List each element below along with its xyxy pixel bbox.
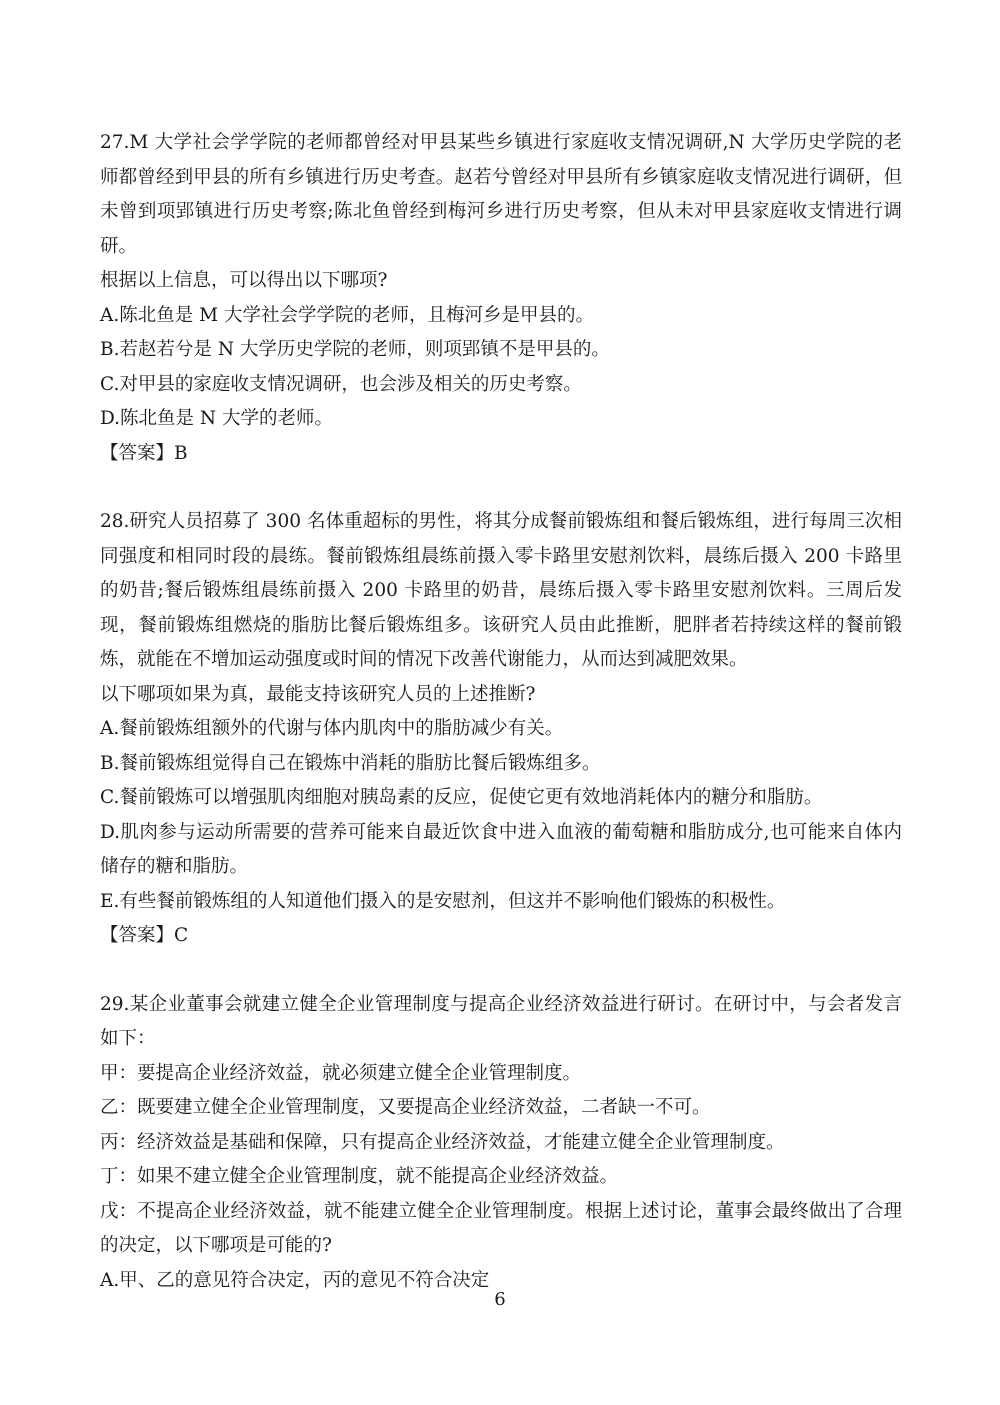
option-e: E.有些餐前锻炼组的人知道他们摄入的是安慰剂，但这并不影响他们锻炼的积极性。 xyxy=(100,890,786,912)
option-b: B.若赵若兮是 N 大学历史学院的老师，则项郢镇不是甲县的。 xyxy=(100,339,610,360)
option-a: A.餐前锻炼组额外的代谢与体内肌肉中的脂肪减少有关。 xyxy=(100,718,564,739)
option-a: A.甲、乙的意见符合决定，丙的意见不符合决定 xyxy=(100,1269,490,1291)
question-prompt: 以下哪项如果为真，最能支持该研究人员的上述推断? xyxy=(100,683,536,705)
question-29 xyxy=(100,988,902,1299)
question-27 xyxy=(100,126,902,471)
option-d: D.肌肉参与运动所需要的营养可能来自最近饮食中进入血液的葡萄糖和脂肪成分,也可能来自体内储存的糖和脂肪。 xyxy=(100,821,902,877)
statement-yi: 乙：既要建立健全企业管理制度，又要提高企业经济效益，二者缺一不可。 xyxy=(100,1097,711,1118)
statement-jia: 甲：要提高企业经济效益，就必须建立健全企业管理制度。 xyxy=(100,1062,582,1084)
answer-label: 【答案】C xyxy=(100,925,189,946)
page-number: 6 xyxy=(494,1289,506,1310)
statement-ding: 丁：如果不建立健全企业管理制度，就不能提高企业经济效益。 xyxy=(100,1166,619,1187)
question-28 xyxy=(100,505,902,954)
question-prompt: 根据以上信息，可以得出以下哪项? xyxy=(100,270,388,291)
option-c: C.餐前锻炼可以增强肌肉细胞对胰岛素的反应，促使它更有效地消耗体内的糖分和脂肪。 xyxy=(100,787,823,808)
statement-bing: 丙：经济效益是基础和保障，只有提高企业经济效益，才能建立健全企业管理制度。 xyxy=(100,1131,785,1153)
question-spacer xyxy=(100,954,902,988)
question-stem: 29.某企业董事会就建立健全企业管理制度与提高企业经济效益进行研讨。在研讨中，与会者发言如下： xyxy=(100,993,902,1049)
statement-wu: 戊：不提高企业经济效益，就不能建立健全企业管理制度。根据上述讨论，董事会最终做出了合理的决定，以下哪项是可能的? xyxy=(100,1200,902,1256)
page-content xyxy=(100,126,902,1298)
question-stem: 27.M 大学社会学学院的老师都曾经对甲县某些乡镇进行家庭收支情况调研,N 大学历史学院的老师都曾经到甲县的所有乡镇进行历史考查。赵若兮曾经对甲县所有乡镇家庭收支情况进行调研，但未曾到项郢镇进行历史考察;陈北鱼曾经到梅河乡进行历史考察，但从未对甲县家庭收支情进行调研。 xyxy=(100,132,902,257)
question-stem: 28.研究人员招募了 300 名体重超标的男性，将其分成餐前锻炼组和餐后锻炼组，进行每周三次相同强度和相同时段的晨练。餐前锻炼组晨练前摄入零卡路里安慰剂饮料，晨练后摄入 200 卡路里的奶昔;餐后锻炼组晨练前摄入 200 卡路里的奶昔，晨练后摄入零卡路里安慰剂饮料。三周后发现，餐前锻炼组燃烧的脂肪比餐后锻炼组多。该研究人员由此推断，肥胖者若持续这样的餐前锻炼，就能在不增加运动强度或时间的情况下改善代谢能力，从而达到减肥效果。 xyxy=(100,511,902,670)
option-c: C.对甲县的家庭收支情况调研，也会涉及相关的历史考察。 xyxy=(100,373,582,395)
answer-label: 【答案】B xyxy=(100,442,188,464)
option-a: A.陈北鱼是 M 大学社会学学院的老师，且梅河乡是甲县的。 xyxy=(100,304,594,326)
question-spacer xyxy=(100,471,902,505)
option-b: B.餐前锻炼组觉得自己在锻炼中消耗的脂肪比餐后锻炼组多。 xyxy=(100,752,601,774)
option-d: D.陈北鱼是 N 大学的老师。 xyxy=(100,408,334,429)
